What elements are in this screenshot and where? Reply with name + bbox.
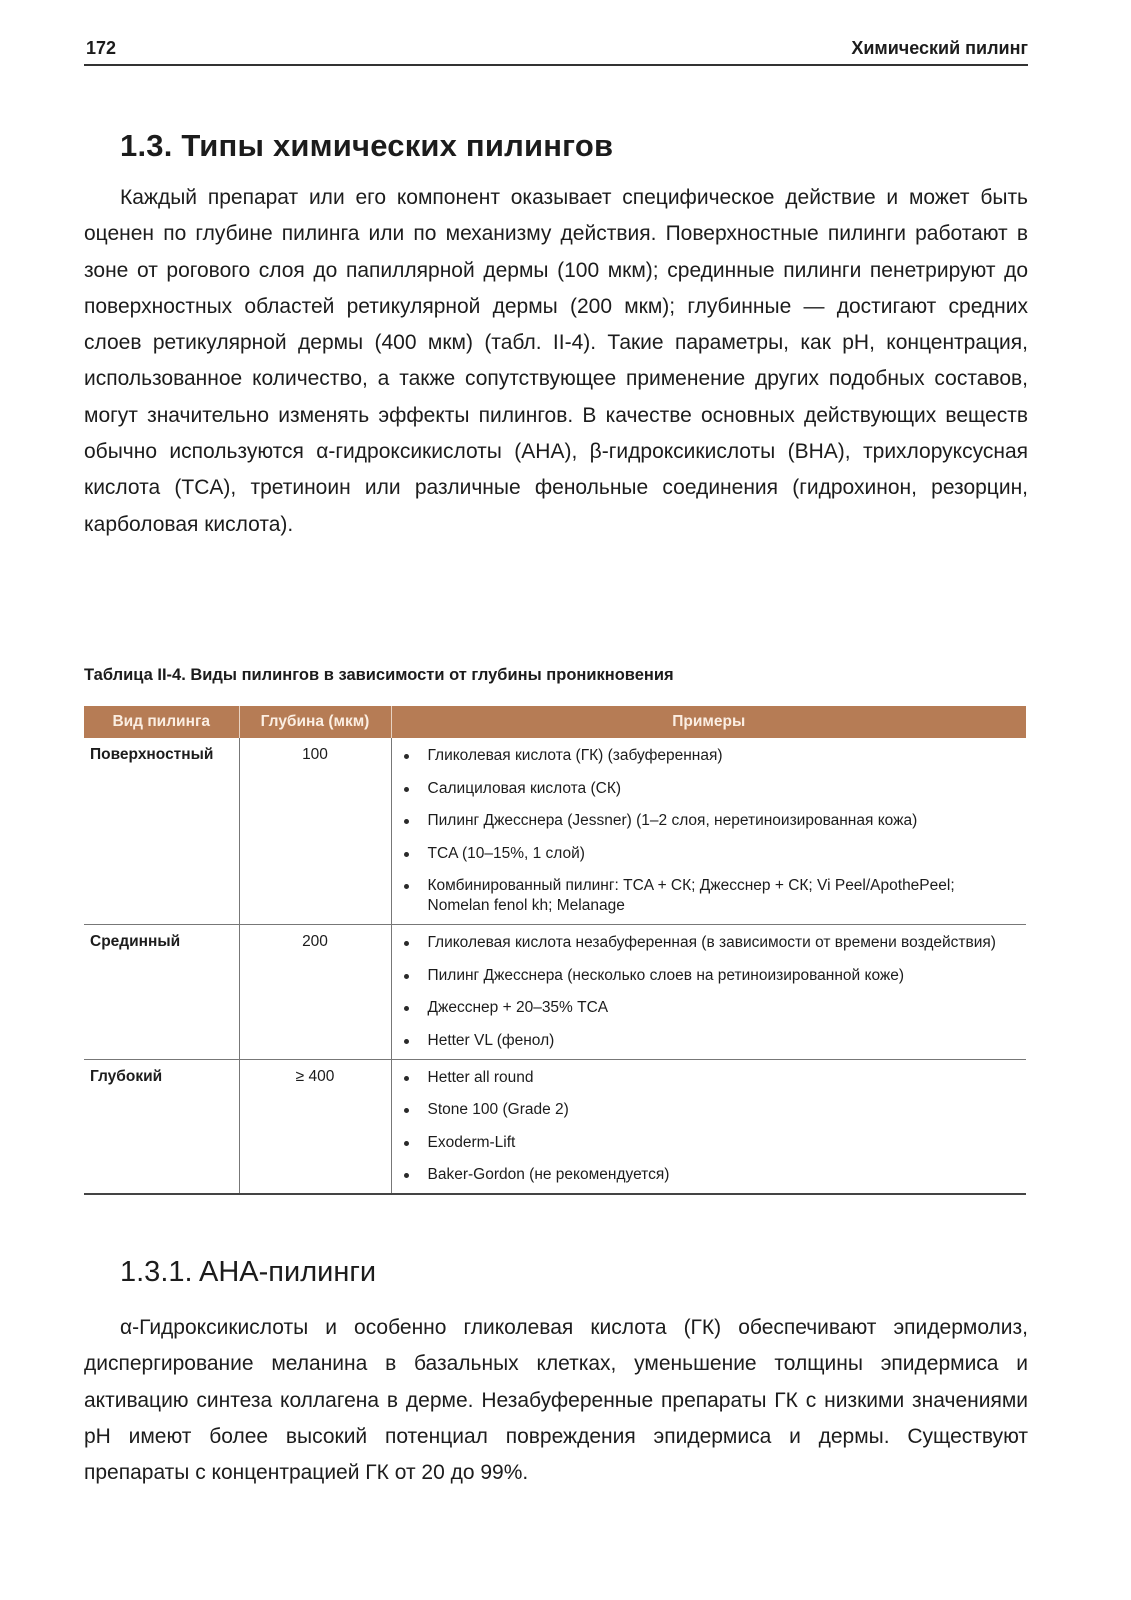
peel-types-table-container: [84, 706, 1026, 1195]
section-paragraph: Каждый препарат или его компонент оказывает специфическое действие и может быть оценен по глубине пилинга или по механизму действия. Поверхностные пилинги работают в зоне от рогового слоя до папиллярной дермы (100 мкм); срединные пилинги пенетрируют до поверхностных областей ретикулярной дермы (200 мкм); глубинные — достигают средних слоев ретикулярной дермы (400 мкм) (табл. II-4). Такие параметры, как pH, концентрация, использованное количество, а также сопутствующее применение других подобных составов, могут значительно изменять эффекты пилингов. В качестве основных действующих веществ обычно используются α-гидроксикислоты (AHA), β-гидроксикислоты (BHA), трихлоруксусная кислота (TCA), третиноин или различные фенольные соединения (гидрохинон, резорцин, карболовая кислота).: [84, 186, 1028, 536]
peel-type-cell: Срединный: [84, 925, 239, 1060]
table-row: [84, 1059, 1026, 1194]
subsection-title: 1.3.1. AHA-пилинги: [120, 1256, 377, 1288]
column-header-examples: Примеры: [391, 706, 1026, 738]
example-item: Hetter VL (фенол): [398, 1031, 1021, 1051]
examples-cell: [391, 1059, 1026, 1194]
depth-cell: 100: [239, 738, 391, 925]
example-item: TCA (10–15%, 1 слой): [398, 844, 1021, 864]
examples-cell: [391, 738, 1026, 925]
example-item: Baker-Gordon (не рекомендуется): [398, 1165, 1021, 1185]
example-item: Комбинированный пилинг: TCA + СК; Джесснер + СК; Vi Peel/ApothePeel; Nomelan fenol kh; Melanage: [398, 876, 1021, 916]
table-header-row: [84, 706, 1026, 738]
subsection-paragraph: α-Гидроксикислоты и особенно гликолевая кислота (ГК) обеспечивают эпидермолиз, диспергирование меланина в базальных клетках, уменьшение толщины эпидермиса и активацию синтеза коллагена в дерме. Незабуференные препараты ГК с низкими значениями pH имеют более высокий потенциал повреждения эпидермиса и дермы. Существуют препараты с концентрацией ГК от 20 до 99%.: [84, 1316, 1028, 1485]
examples-list: [398, 746, 1021, 916]
example-item: Hetter all round: [398, 1068, 1021, 1088]
example-item: Пилинг Джесснера (Jessner) (1–2 слоя, неретиноизированная кожа): [398, 811, 1021, 831]
depth-cell: ≥ 400: [239, 1059, 391, 1194]
table-row: [84, 738, 1026, 925]
example-item: Гликолевая кислота (ГК) (забуференная): [398, 746, 1021, 766]
peel-types-table: [84, 706, 1026, 1195]
examples-list: [398, 1068, 1021, 1186]
page-number: 172: [86, 38, 117, 58]
example-item: Джесснер + 20–35% TCA: [398, 998, 1021, 1018]
column-header-type: Вид пилинга: [84, 706, 239, 738]
table-caption: Таблица II-4. Виды пилингов в зависимости от глубины проникновения: [84, 666, 674, 684]
running-header: [84, 34, 1028, 66]
examples-list: [398, 933, 1021, 1051]
running-title: Химический пилинг: [851, 38, 1028, 58]
examples-cell: [391, 925, 1026, 1060]
column-header-depth: Глубина (мкм): [239, 706, 391, 738]
example-item: Салициловая кислота (СК): [398, 779, 1021, 799]
depth-cell: 200: [239, 925, 391, 1060]
example-item: Гликолевая кислота незабуференная (в зависимости от времени воздействия): [398, 933, 1021, 953]
example-item: Stone 100 (Grade 2): [398, 1100, 1021, 1120]
example-item: Пилинг Джесснера (несколько слоев на ретиноизированной коже): [398, 966, 1021, 986]
peel-type-cell: Поверхностный: [84, 738, 239, 925]
peel-type-cell: Глубокий: [84, 1059, 239, 1194]
table-row: [84, 925, 1026, 1060]
section-title: 1.3. Типы химических пилингов: [120, 128, 614, 163]
example-item: Exoderm-Lift: [398, 1133, 1021, 1153]
